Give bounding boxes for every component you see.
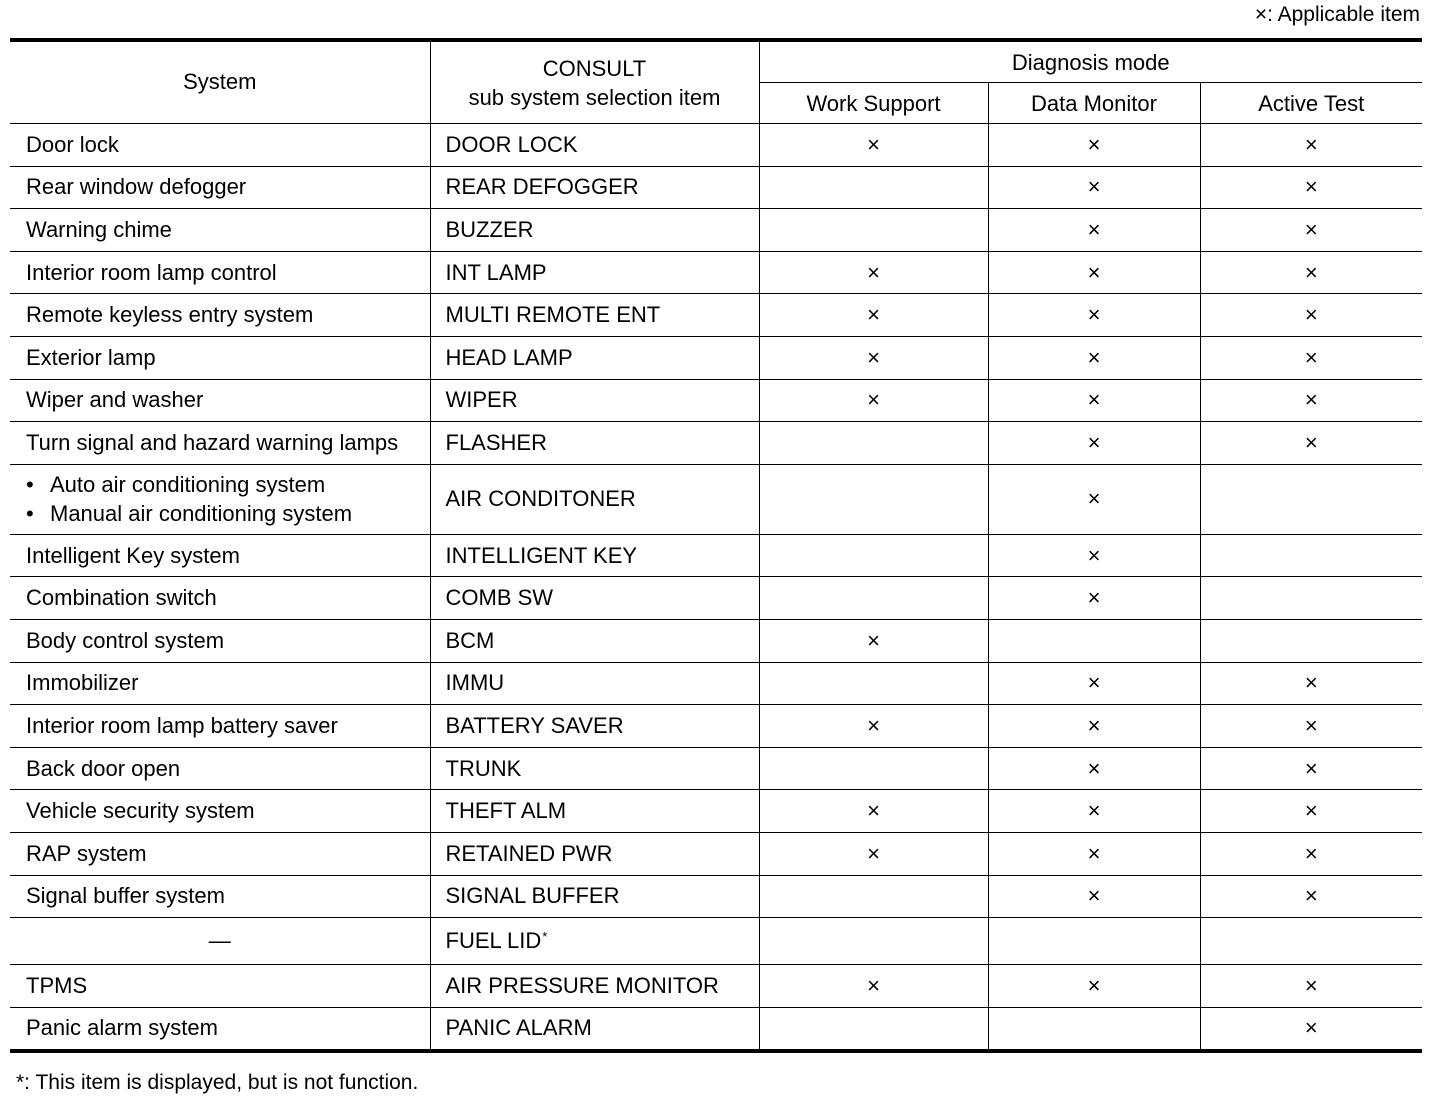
table-row (10, 790, 1422, 833)
bullet-text: Auto air conditioning system (50, 472, 326, 498)
table-row (10, 965, 1422, 1008)
consult-item-cell: BCM (430, 619, 759, 662)
system-cell: Warning chime (10, 209, 430, 252)
active-test-mark: × (1200, 705, 1422, 748)
active-test-mark: × (1200, 875, 1422, 918)
data-monitor-mark: × (988, 422, 1200, 465)
data-monitor-mark: × (988, 747, 1200, 790)
data-monitor-mark: × (988, 662, 1200, 705)
header-row-1 (10, 40, 1422, 83)
system-cell: Interior room lamp battery saver (10, 705, 430, 748)
active-test-mark: × (1200, 336, 1422, 379)
data-monitor-mark: × (988, 534, 1200, 577)
system-cell: Combination switch (10, 577, 430, 620)
consult-item-cell (430, 918, 759, 965)
system-cell: Rear window defogger (10, 166, 430, 209)
system-cell: Wiper and washer (10, 379, 430, 422)
consult-item-cell: FLASHER (430, 422, 759, 465)
work-support-mark: × (759, 124, 988, 167)
active-test-mark: × (1200, 166, 1422, 209)
consult-item-cell: INTELLIGENT KEY (430, 534, 759, 577)
data-monitor-mark: × (988, 965, 1200, 1008)
system-cell: Intelligent Key system (10, 534, 430, 577)
data-monitor-mark: × (988, 464, 1200, 534)
system-cell: RAP system (10, 832, 430, 875)
system-cell: Body control system (10, 619, 430, 662)
work-support-mark: × (759, 294, 988, 337)
active-test-mark: × (1200, 790, 1422, 833)
system-cell: Interior room lamp control (10, 251, 430, 294)
table-row (10, 379, 1422, 422)
system-cell: Signal buffer system (10, 875, 430, 918)
bullet-icon: • (26, 472, 34, 498)
consult-item-cell: MULTI REMOTE ENT (430, 294, 759, 337)
system-cell (10, 464, 430, 534)
list-item (26, 470, 430, 499)
diagnosis-mode-header: Diagnosis mode (759, 40, 1422, 83)
consult-column-header (430, 40, 759, 124)
consult-item-cell: THEFT ALM (430, 790, 759, 833)
data-monitor-mark (988, 619, 1200, 662)
bullet-icon: • (26, 501, 34, 527)
consult-item-cell: IMMU (430, 662, 759, 705)
table-body (10, 124, 1422, 1052)
active-test-mark: × (1200, 251, 1422, 294)
system-cell: Immobilizer (10, 662, 430, 705)
work-support-mark (759, 662, 988, 705)
work-support-mark (759, 534, 988, 577)
work-support-mark: × (759, 832, 988, 875)
consult-diagnosis-mode-table (10, 38, 1422, 1053)
active-test-mark: × (1200, 124, 1422, 167)
work-support-mark (759, 918, 988, 965)
table-row (10, 832, 1422, 875)
work-support-mark (759, 747, 988, 790)
consult-header-line-1: CONSULT (542, 55, 647, 81)
work-support-mark (759, 464, 988, 534)
work-support-header: Work Support (759, 83, 988, 124)
system-cell: Exterior lamp (10, 336, 430, 379)
active-test-mark: × (1200, 1007, 1422, 1051)
work-support-mark (759, 209, 988, 252)
data-monitor-mark: × (988, 124, 1200, 167)
table-row (10, 209, 1422, 252)
active-test-mark: × (1200, 209, 1422, 252)
system-cell: Panic alarm system (10, 1007, 430, 1051)
data-monitor-mark: × (988, 379, 1200, 422)
data-monitor-mark: × (988, 336, 1200, 379)
applicable-item-legend: ×: Applicable item (1254, 3, 1420, 26)
data-monitor-mark: × (988, 294, 1200, 337)
consult-item-cell: BUZZER (430, 209, 759, 252)
footnote-marker: * (542, 929, 548, 945)
data-monitor-mark: × (988, 209, 1200, 252)
system-bullet-list (26, 470, 430, 528)
table-row (10, 1007, 1422, 1051)
system-cell: — (10, 918, 430, 965)
data-monitor-mark (988, 1007, 1200, 1051)
consult-item-cell: DOOR LOCK (430, 124, 759, 167)
table-row (10, 336, 1422, 379)
work-support-mark (759, 422, 988, 465)
work-support-mark: × (759, 790, 988, 833)
work-support-mark (759, 875, 988, 918)
work-support-mark: × (759, 965, 988, 1008)
table-row (10, 747, 1422, 790)
active-test-mark (1200, 464, 1422, 534)
active-test-mark (1200, 577, 1422, 620)
work-support-mark (759, 577, 988, 620)
table-row (10, 294, 1422, 337)
table-row (10, 251, 1422, 294)
active-test-mark: × (1200, 379, 1422, 422)
system-cell: Back door open (10, 747, 430, 790)
consult-item-text: FUEL LID (445, 928, 542, 954)
data-monitor-mark: × (988, 790, 1200, 833)
table-row (10, 422, 1422, 465)
active-test-header: Active Test (1200, 83, 1422, 124)
system-cell: TPMS (10, 965, 430, 1008)
consult-item-cell: AIR PRESSURE MONITOR (430, 965, 759, 1008)
data-monitor-mark (988, 918, 1200, 965)
consult-item-cell: SIGNAL BUFFER (430, 875, 759, 918)
table-row (10, 166, 1422, 209)
active-test-mark: × (1200, 965, 1422, 1008)
consult-item-cell: WIPER (430, 379, 759, 422)
table-row (10, 875, 1422, 918)
active-test-mark (1200, 918, 1422, 965)
data-monitor-mark: × (988, 166, 1200, 209)
work-support-mark: × (759, 705, 988, 748)
active-test-mark: × (1200, 422, 1422, 465)
bullet-text: Manual air conditioning system (50, 501, 353, 527)
system-cell: Remote keyless entry system (10, 294, 430, 337)
system-column-header: System (10, 40, 430, 124)
consult-item-cell: COMB SW (430, 577, 759, 620)
active-test-mark: × (1200, 662, 1422, 705)
consult-item-cell: TRUNK (430, 747, 759, 790)
data-monitor-mark: × (988, 832, 1200, 875)
active-test-mark (1200, 534, 1422, 577)
consult-item-cell: AIR CONDITONER (430, 464, 759, 534)
data-monitor-mark: × (988, 251, 1200, 294)
active-test-mark (1200, 619, 1422, 662)
consult-item-cell: PANIC ALARM (430, 1007, 759, 1051)
table-row (10, 464, 1422, 534)
table-row (10, 705, 1422, 748)
table-row (10, 662, 1422, 705)
table-row (10, 918, 1422, 965)
data-monitor-mark: × (988, 875, 1200, 918)
table-row (10, 577, 1422, 620)
work-support-mark: × (759, 379, 988, 422)
work-support-mark (759, 1007, 988, 1051)
list-item (26, 499, 430, 528)
table-header (10, 40, 1422, 124)
system-cell: Vehicle security system (10, 790, 430, 833)
consult-header-line-2: sub system selection item (468, 84, 721, 110)
active-test-mark: × (1200, 747, 1422, 790)
system-cell: Turn signal and hazard warning lamps (10, 422, 430, 465)
consult-item-cell: BATTERY SAVER (430, 705, 759, 748)
system-cell: Door lock (10, 124, 430, 167)
active-test-mark: × (1200, 832, 1422, 875)
work-support-mark: × (759, 336, 988, 379)
table-row (10, 124, 1422, 167)
consult-item-cell: RETAINED PWR (430, 832, 759, 875)
active-test-mark: × (1200, 294, 1422, 337)
data-monitor-mark: × (988, 705, 1200, 748)
table-row (10, 534, 1422, 577)
work-support-mark: × (759, 619, 988, 662)
footnote: *: This item is displayed, but is not function. (16, 1071, 419, 1094)
work-support-mark (759, 166, 988, 209)
consult-item-cell: REAR DEFOGGER (430, 166, 759, 209)
table-row (10, 619, 1422, 662)
consult-item-cell: INT LAMP (430, 251, 759, 294)
data-monitor-header: Data Monitor (988, 83, 1200, 124)
work-support-mark: × (759, 251, 988, 294)
data-monitor-mark: × (988, 577, 1200, 620)
consult-item-cell: HEAD LAMP (430, 336, 759, 379)
